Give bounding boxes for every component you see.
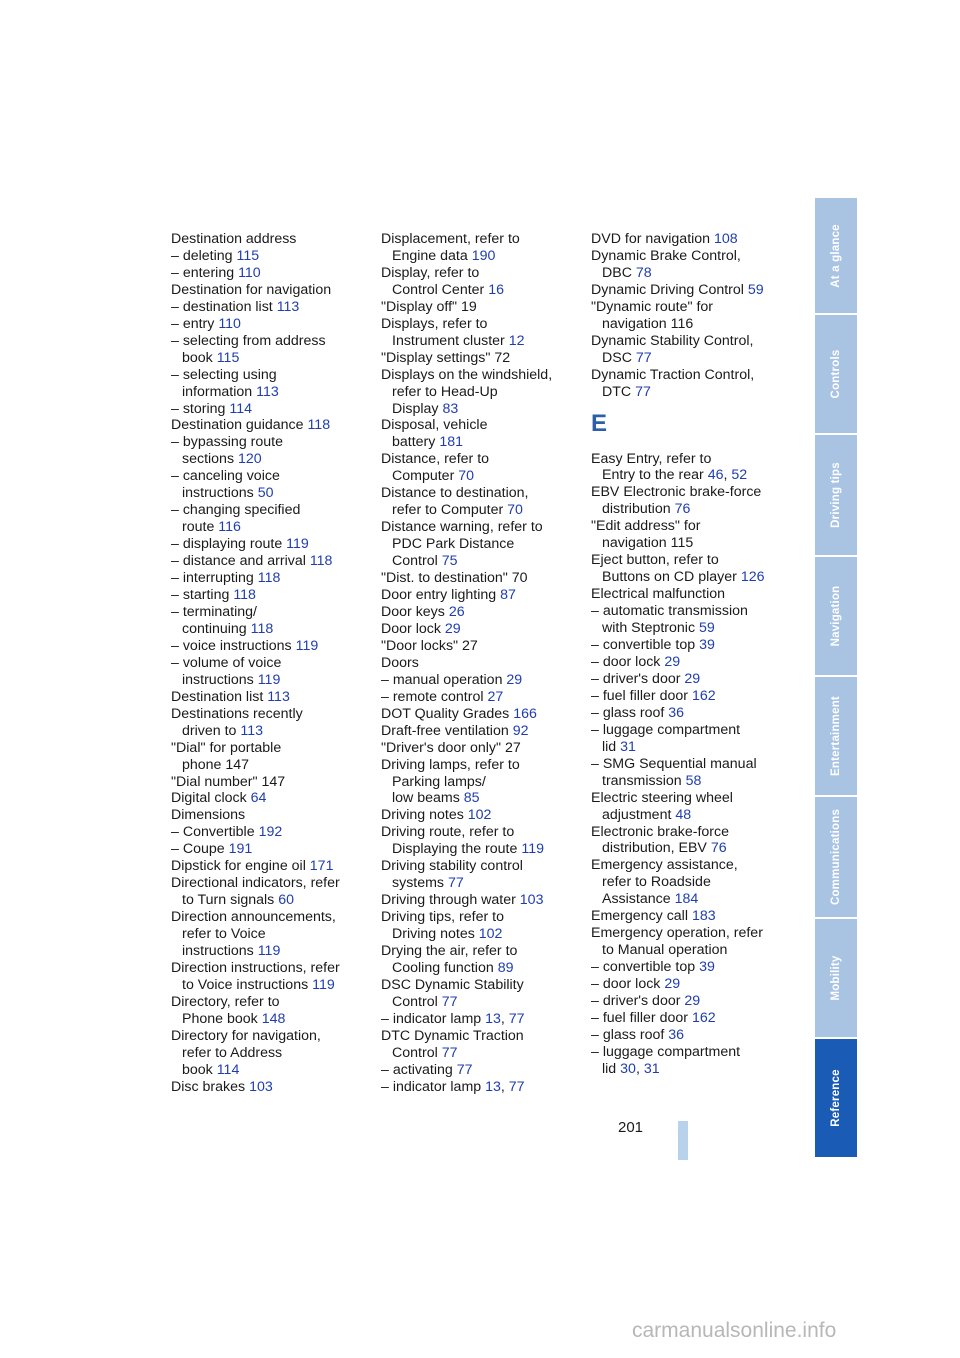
index-entry: Dynamic Traction Control, DTC 77: [591, 366, 755, 400]
page-reference-link[interactable]: 48: [675, 806, 692, 823]
index-entry: Destinations recently driven to 113: [171, 705, 303, 739]
index-entry: – volume of voice instructions 119: [171, 654, 282, 688]
tab-controls[interactable]: [815, 315, 857, 435]
index-entry: Driving through water 103: [381, 892, 544, 909]
page-reference-link[interactable]: 77: [635, 349, 652, 366]
page-reference-link[interactable]: 119: [286, 536, 309, 553]
page-reference-link[interactable]: 166: [513, 705, 537, 722]
page-reference-link[interactable]: 118: [257, 570, 281, 587]
index-entry: Emergency operation, refer to Manual operation: [591, 925, 763, 959]
tab-mobility[interactable]: [815, 919, 857, 1039]
page-reference-link[interactable]: 119: [257, 943, 281, 960]
page-reference-link[interactable]: 26: [448, 603, 465, 620]
index-entry: "Dial" for portable phone 147: [171, 739, 282, 773]
index-entry: Distance to destination, refer to Computer 70: [381, 485, 529, 519]
page-reference-link[interactable]: 114: [229, 400, 252, 417]
index-entry: "Dist. to destination" 70: [381, 570, 528, 587]
page-reference-link[interactable]: 52: [731, 467, 748, 484]
index-entry: Destination guidance 118: [171, 417, 331, 434]
page-reference-link[interactable]: 77: [447, 875, 464, 892]
page-reference-link[interactable]: 31: [643, 1060, 660, 1077]
index-entry: – storing 114: [171, 400, 252, 417]
page-reference-link[interactable]: 77: [508, 1010, 525, 1027]
index-entry: – voice instructions 119: [171, 637, 319, 654]
tab-label: Entertainment: [830, 696, 842, 776]
page-reference-link[interactable]: 103: [249, 1078, 273, 1095]
page-reference-link[interactable]: 76: [710, 840, 727, 857]
index-entry: Directional indicators, refer to Turn signals 60: [171, 875, 340, 909]
index-entry: Disc brakes 103: [171, 1078, 273, 1095]
index-entry: – selecting from address book 115: [171, 332, 326, 366]
page-reference-link[interactable]: 36: [668, 1026, 685, 1043]
page-reference-link[interactable]: 29: [444, 620, 461, 637]
page-reference-link[interactable]: 39: [699, 637, 715, 654]
page-reference-link[interactable]: 110: [218, 315, 241, 332]
index-entry: – entering 110: [171, 264, 261, 281]
index-entry: Dynamic Brake Control, DBC 78: [591, 247, 741, 281]
page-reference-link[interactable]: 181: [439, 434, 463, 451]
page-reference-link[interactable]: 31: [620, 738, 636, 755]
index-entry: Dimensions: [171, 807, 246, 824]
page-reference-link[interactable]: 59: [747, 281, 764, 298]
page-reference-link[interactable]: 77: [635, 383, 651, 400]
page-reference-link[interactable]: 113: [267, 688, 290, 705]
page-reference-link[interactable]: 92: [512, 722, 529, 739]
page-reference-link[interactable]: 119: [312, 976, 335, 993]
index-entry: Eject button, refer to Buttons on CD player 126: [591, 552, 765, 586]
index-entry: Displays on the windshield, refer to Head-Up Display 83: [381, 366, 553, 417]
page-number: 201: [618, 1119, 644, 1136]
page-reference-link[interactable]: 118: [307, 417, 331, 434]
page-reference-link[interactable]: 16: [488, 281, 504, 298]
index-entry: Draft-free ventilation 92: [381, 722, 529, 739]
index-entry: Door lock 29: [381, 620, 461, 637]
page-reference-link[interactable]: 190: [471, 247, 496, 264]
page-reference-link[interactable]: 108: [714, 231, 738, 247]
tab-communications[interactable]: [815, 797, 857, 919]
page-reference-link[interactable]: 120: [238, 451, 262, 468]
page-reference-link[interactable]: 29: [506, 671, 523, 688]
index-entry: – fuel filler door 162: [591, 1009, 716, 1026]
index-entry: "Edit address" for navigation 115: [591, 518, 701, 552]
index-entry: Electronic brake-force distribution, EBV 76: [591, 823, 729, 857]
tab-label: Reference: [830, 1069, 842, 1127]
index-entry: – displaying route 119: [171, 536, 309, 553]
index-entry: Dynamic Stability Control, DSC 77: [591, 332, 754, 366]
page-reference-link[interactable]: 50: [257, 485, 274, 502]
page-reference-link[interactable]: 118: [250, 620, 274, 637]
section-tabs: [815, 198, 857, 1159]
index-column-3: [591, 231, 791, 1078]
tab-entertainment[interactable]: [815, 677, 857, 797]
page-reference-link[interactable]: 118: [233, 587, 256, 604]
index-entry: Driving route, refer to Displaying the route 119: [381, 824, 544, 858]
index-entry: – terminating/ continuing 118: [171, 603, 274, 637]
index-entry: Disposal, vehicle battery 181: [381, 417, 488, 451]
tab-label: At a glance: [830, 223, 842, 288]
page-reference-link[interactable]: 114: [216, 1061, 240, 1078]
index-entry: DTC Dynamic Traction Control 77: [381, 1027, 524, 1061]
page-reference-link[interactable]: 64: [250, 790, 267, 807]
tab-label: Mobility: [830, 955, 842, 1001]
index-entry: Distance warning, refer to PDC Park Distance Control 75: [381, 519, 543, 570]
page-reference-link[interactable]: 70: [507, 502, 523, 519]
index-column-2: [381, 231, 583, 1096]
page-reference-link[interactable]: 192: [258, 824, 283, 841]
page-reference-link[interactable]: 30: [620, 1060, 636, 1077]
page-reference-link[interactable]: 27: [487, 688, 504, 705]
page-reference-link[interactable]: 115: [216, 349, 240, 366]
tab-reference[interactable]: [815, 1039, 857, 1159]
index-entry: EBV Electronic brake-force distribution 76: [591, 484, 762, 518]
page-reference-link[interactable]: 113: [256, 383, 279, 400]
page-reference-link[interactable]: 13: [485, 1078, 501, 1095]
page-reference-link[interactable]: 113: [240, 722, 263, 739]
page-reference-link[interactable]: 184: [674, 891, 699, 908]
index-entry: Dynamic Driving Control 59: [591, 281, 764, 298]
tab-at-a-glance[interactable]: [815, 198, 857, 315]
index-entry: Displacement, refer to Engine data 190: [381, 231, 520, 264]
index-entry: – indicator lamp 13, 77: [381, 1078, 525, 1095]
index-entry: Destination address: [171, 231, 297, 247]
page-reference-link[interactable]: 46: [707, 467, 724, 484]
page-reference-link[interactable]: 29: [664, 976, 681, 993]
index-entry: DSC Dynamic Stability Control 77: [381, 976, 524, 1010]
index-entry: "Dial number" 147: [171, 773, 286, 790]
page-reference-link[interactable]: 148: [261, 1010, 286, 1027]
index-entry: Destination list 113: [171, 688, 290, 705]
index-entry: Direction instructions, refer to Voice instructions 119: [171, 959, 340, 993]
page-reference-link[interactable]: 119: [521, 841, 544, 858]
index-entry: Displays, refer to Instrument cluster 12: [381, 315, 525, 349]
index-entry: DOT Quality Grades 166: [381, 705, 537, 722]
tab-navigation[interactable]: [815, 557, 857, 677]
index-entry: Directory, refer to Phone book 148: [171, 993, 286, 1027]
page-reference-link[interactable]: 171: [309, 858, 334, 875]
page-reference-link[interactable]: 29: [664, 653, 681, 670]
page-reference-link[interactable]: 102: [467, 807, 492, 824]
index-entry: "Display settings" 72: [381, 349, 511, 366]
index-entry: "Driver's door only" 27: [381, 739, 521, 756]
index-entry: – automatic transmission with Steptronic 59: [591, 603, 748, 637]
index-entry: – activating 77: [381, 1061, 473, 1078]
index-entry: – changing specified route 116: [171, 502, 301, 536]
index-entry: Destination for navigation: [171, 281, 332, 298]
index-entry: – remote control 27: [381, 688, 504, 705]
page-reference-link[interactable]: 12: [508, 332, 525, 349]
index-entry: – distance and arrival 118: [171, 553, 333, 570]
index-entry: – luggage compartment lid 30, 31: [591, 1043, 741, 1077]
page-reference-link[interactable]: 162: [691, 1009, 716, 1026]
page-reference-link[interactable]: 116: [218, 519, 241, 536]
page-reference-link[interactable]: 119: [257, 671, 281, 688]
page-reference-link[interactable]: 77: [508, 1078, 525, 1095]
page-reference-link[interactable]: 85: [463, 790, 480, 807]
index-entry: Driving notes 102: [381, 807, 492, 824]
index-entry: – glass roof 36: [591, 1026, 685, 1043]
index-entry: Dipstick for engine oil 171: [171, 858, 334, 875]
page-reference-link[interactable]: 110: [238, 264, 261, 281]
tab-label: Driving tips: [830, 462, 842, 528]
index-entry: – destination list 113: [171, 298, 300, 315]
index-entry: DVD for navigation 108: [591, 231, 738, 247]
index-entry: "Door locks" 27: [381, 637, 478, 654]
page-reference-link[interactable]: 29: [684, 670, 701, 687]
index-entry: – deleting 115: [171, 247, 260, 264]
page-reference-link[interactable]: 13: [485, 1010, 501, 1027]
page-reference-link[interactable]: 162: [691, 687, 716, 704]
index-entry: – canceling voice instructions 50: [171, 468, 280, 502]
index-entry: – Coupe 191: [171, 841, 253, 858]
index-entry: – luggage compartment lid 31: [591, 721, 741, 755]
watermark: carmanualsonline.info: [632, 1319, 837, 1342]
tab-label: Controls: [830, 349, 842, 399]
tab-label: Communications: [830, 808, 842, 906]
index-entry: Distance, refer to Computer 70: [381, 451, 490, 485]
index-entry: – driver's door 29: [591, 993, 701, 1010]
page-reference-link[interactable]: 39: [699, 959, 715, 976]
index-entry: – driver's door 29: [591, 670, 701, 687]
page-reference-link[interactable]: 89: [497, 959, 514, 976]
page-reference-link[interactable]: 87: [500, 587, 516, 604]
index-entry: – selecting using information 113: [171, 366, 279, 400]
index-entry: – SMG Sequential manual transmission 58: [591, 755, 757, 789]
index-entry: – manual operation 29: [381, 671, 523, 688]
index-entry: – entry 110: [171, 315, 241, 332]
page-reference-link[interactable]: 102: [478, 926, 503, 943]
page-reference-link[interactable]: 36: [668, 704, 685, 721]
page-reference-link[interactable]: 29: [684, 993, 701, 1010]
index-entry: Door keys 26: [381, 603, 465, 620]
index-entry: "Display off" 19: [381, 298, 477, 315]
index-entry: Directory for navigation, refer to Address book 114: [171, 1027, 321, 1078]
index-column-1: [171, 231, 371, 1096]
page-reference-link[interactable]: 77: [441, 1044, 458, 1061]
index-entry: Digital clock 64: [171, 790, 267, 807]
index-entry: – glass roof 36: [591, 704, 685, 721]
index-entry: – door lock 29: [591, 653, 681, 670]
index-entry: Display, refer to Control Center 16: [381, 264, 504, 298]
page-reference-link[interactable]: 78: [635, 264, 652, 281]
index-entry: Direction announcements, refer to Voice instructions 119: [171, 909, 336, 960]
page-reference-link[interactable]: 126: [740, 569, 765, 586]
index-entry: Easy Entry, refer to Entry to the rear 46, 52: [591, 450, 748, 484]
page-reference-link[interactable]: 58: [685, 772, 702, 789]
index-entry: – interrupting 118: [171, 570, 281, 587]
page-reference-link[interactable]: 70: [458, 468, 475, 485]
page-number-bar: [678, 1121, 688, 1160]
index-entry: Emergency assistance, refer to Roadside Assistance 184: [591, 857, 738, 908]
index-entry: – convertible top 39: [591, 637, 715, 654]
page-reference-link[interactable]: 118: [309, 553, 333, 570]
page-reference-link[interactable]: 113: [276, 298, 300, 315]
page-reference-link[interactable]: 60: [278, 892, 295, 909]
index-entry: Driving stability control systems 77: [381, 858, 523, 892]
index-entry: Doors: [381, 654, 419, 671]
section-letter-heading: E: [591, 409, 608, 437]
page-reference-link[interactable]: 59: [699, 620, 715, 637]
page-reference-link[interactable]: 83: [442, 400, 459, 417]
index-entry: – starting 118: [171, 587, 256, 604]
index-entry: Drying the air, refer to Cooling function 89: [381, 943, 518, 976]
page-reference-link[interactable]: 103: [519, 892, 544, 909]
page-reference-link[interactable]: 115: [236, 247, 260, 264]
page-reference-link[interactable]: 183: [691, 908, 716, 925]
tab-label: Navigation: [830, 585, 842, 647]
index-entry: Electrical malfunction: [591, 586, 726, 603]
page-reference-link[interactable]: 191: [228, 841, 253, 858]
index-entry: Door entry lighting 87: [381, 587, 516, 604]
index-entry: – fuel filler door 162: [591, 687, 716, 704]
index-entry: – convertible top 39: [591, 959, 715, 976]
index-entry: – bypassing route sections 120: [171, 434, 283, 468]
page-reference-link[interactable]: 75: [441, 553, 458, 570]
page-reference-link[interactable]: 77: [441, 993, 458, 1010]
index-entry: Emergency call 183: [591, 908, 716, 925]
index-entry: – Convertible 192: [171, 824, 283, 841]
page-reference-link[interactable]: 119: [295, 637, 319, 654]
index-entry: Driving lamps, refer to Parking lamps/ low beams 85: [381, 756, 520, 807]
tab-driving-tips[interactable]: [815, 435, 857, 557]
page-reference-link[interactable]: 77: [456, 1061, 473, 1078]
page-reference-link[interactable]: 76: [674, 501, 691, 518]
index-entry: – indicator lamp 13, 77: [381, 1010, 525, 1027]
index-entry: "Dynamic route" for navigation 116: [591, 298, 714, 332]
index-entry: Driving tips, refer to Driving notes 102: [381, 909, 504, 943]
index-entry: Electric steering wheel adjustment 48: [591, 789, 733, 823]
index-entry: – door lock 29: [591, 976, 681, 993]
